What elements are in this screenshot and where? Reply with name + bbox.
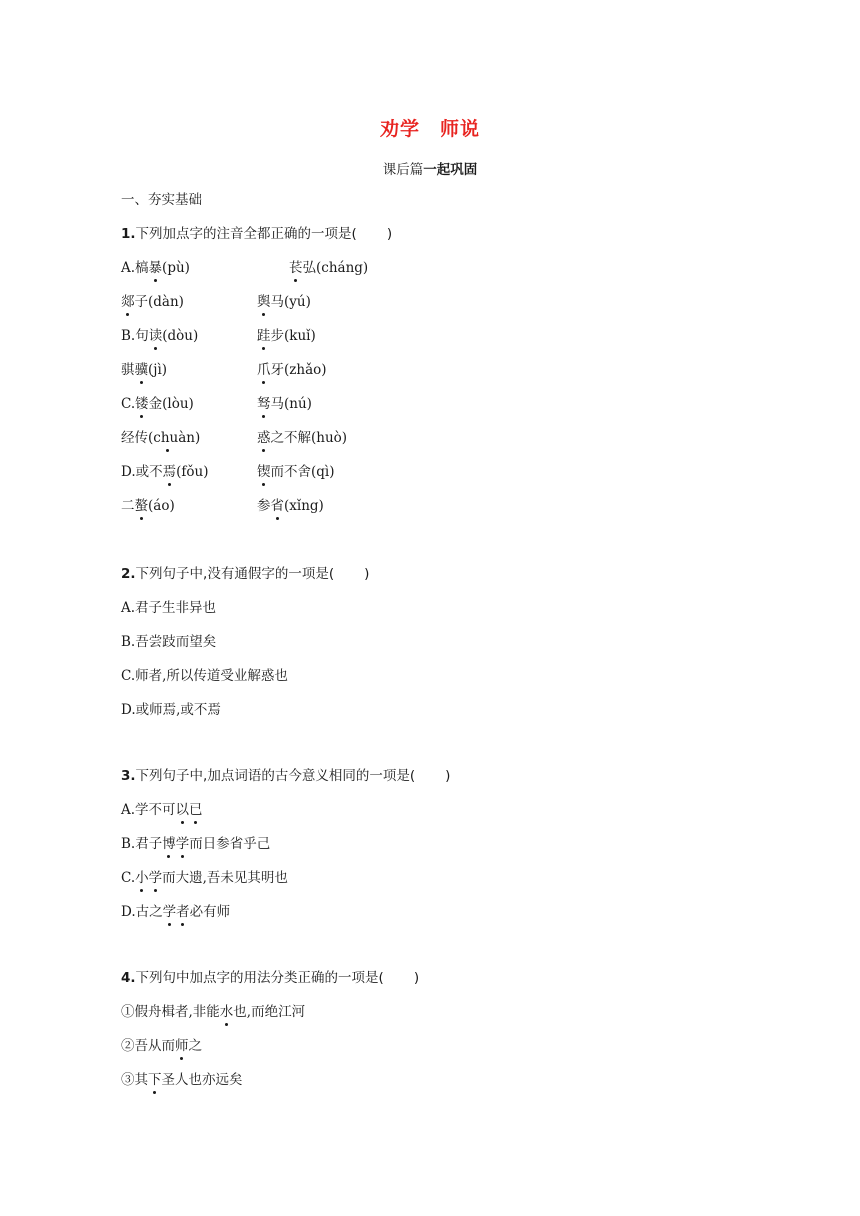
- emphasis-char: 水: [219, 1004, 234, 1020]
- emphasis-char: 下: [148, 1072, 162, 1088]
- q3-option-b: B.君子博学而日参省乎己: [121, 836, 271, 852]
- emphasis-char: 学: [175, 836, 190, 852]
- q4-item-2: ②吾从而师之: [121, 1038, 202, 1054]
- q2-option-c: C.师者,所以传道受业解惑也: [121, 668, 288, 684]
- emphasis-char: 螯: [134, 498, 148, 514]
- question-4-stem: [121, 969, 419, 987]
- question-number: 1.: [121, 226, 136, 242]
- q1-row-d2: 二螯(áo) 参省(xǐng): [121, 498, 324, 514]
- question-1-stem: [121, 225, 392, 243]
- subtitle-prefix: 课后篇: [382, 162, 424, 178]
- question-number: 2.: [121, 566, 136, 582]
- q3-option-a: A.学不可以已: [121, 802, 203, 818]
- question-paren-close: ): [386, 226, 393, 242]
- q1-row-b2: 骐骥(jì) 爪牙(zhǎo): [121, 362, 327, 378]
- emphasis-char: 以: [175, 802, 190, 818]
- emphasis-char: 焉: [162, 464, 177, 480]
- emphasis-char: 学: [162, 904, 177, 920]
- emphasis-char: 博: [162, 836, 176, 852]
- q1-row-d: D.或不焉(fǒu) 锲而不舍(qì): [121, 464, 335, 480]
- emphasis-char: 爪: [257, 362, 271, 378]
- emphasis-char: 读: [148, 328, 163, 344]
- emphasis-char: 郯: [121, 294, 135, 310]
- q1-row-c: C.镂金(lòu) 驽马(nú): [121, 396, 312, 412]
- section-heading: 一、夯实基础: [121, 192, 202, 208]
- emphasis-char: 传(chuàn): [134, 430, 201, 446]
- page-subtitle: [0, 158, 860, 178]
- question-3-stem: [121, 767, 450, 785]
- page-title: 劝学 师说: [379, 118, 480, 140]
- q4-item-3: ③其下圣人也亦远矣: [121, 1072, 243, 1088]
- q1-row-a2: 郯子(dàn) 舆马(yú): [121, 294, 311, 310]
- question-paren-close: ): [445, 768, 451, 784]
- emphasis-char: 者: [176, 904, 190, 920]
- emphasis-char: 惑: [257, 430, 271, 446]
- question-paren-close: ): [413, 970, 420, 986]
- emphasis-char: 跬: [257, 328, 271, 344]
- q1-row-c2: 经传(chuàn) 惑之不解(huò): [121, 430, 348, 446]
- q1-row-b: B.句读(dòu) 跬步(kuǐ): [121, 328, 316, 344]
- emphasis-char: 学: [148, 870, 163, 886]
- emphasis-char: 小: [135, 870, 149, 886]
- question-number: 3.: [121, 768, 136, 784]
- q2-option-d: D.或师焉,或不焉: [121, 702, 221, 718]
- question-paren-close: ): [364, 566, 370, 582]
- emphasis-char: 暴: [148, 260, 163, 276]
- emphasis-char: 骥: [134, 362, 148, 378]
- question-text: 下列句子中,加点词语的古今意义相同的一项是(: [135, 768, 416, 784]
- question-number: 4.: [121, 970, 136, 986]
- emphasis-char: 师: [175, 1038, 189, 1054]
- emphasis-char: 已: [189, 802, 203, 818]
- q2-option-b: B.吾尝跂而望矣: [121, 634, 217, 650]
- q4-item-1: ①假舟楫者,非能水也,而绝江河: [121, 1004, 306, 1020]
- question-text: 下列句中加点字的用法分类正确的一项是(: [135, 970, 384, 986]
- emphasis-char: 镂: [135, 396, 149, 412]
- subtitle-bold: 一起巩固: [423, 162, 478, 178]
- q2-option-a: A.君子生非异也: [121, 600, 217, 616]
- q3-option-c: C.小学而大遗,吾未见其明也: [121, 870, 288, 886]
- question-text: 下列句子中,没有通假字的一项是(: [135, 566, 335, 582]
- question-text: 下列加点字的注音全都正确的一项是(: [135, 226, 357, 242]
- q3-option-d: D.古之学者必有师: [121, 904, 231, 920]
- q1-row-a: A.槁暴(pù) 苌弘(cháng): [121, 260, 369, 276]
- emphasis-char: 驽: [257, 396, 271, 412]
- emphasis-char: 舆: [257, 294, 271, 310]
- emphasis-char: 锲: [257, 464, 271, 480]
- emphasis-char: 省: [270, 498, 284, 514]
- emphasis-char: 苌: [289, 260, 303, 276]
- question-2-stem: [121, 565, 369, 583]
